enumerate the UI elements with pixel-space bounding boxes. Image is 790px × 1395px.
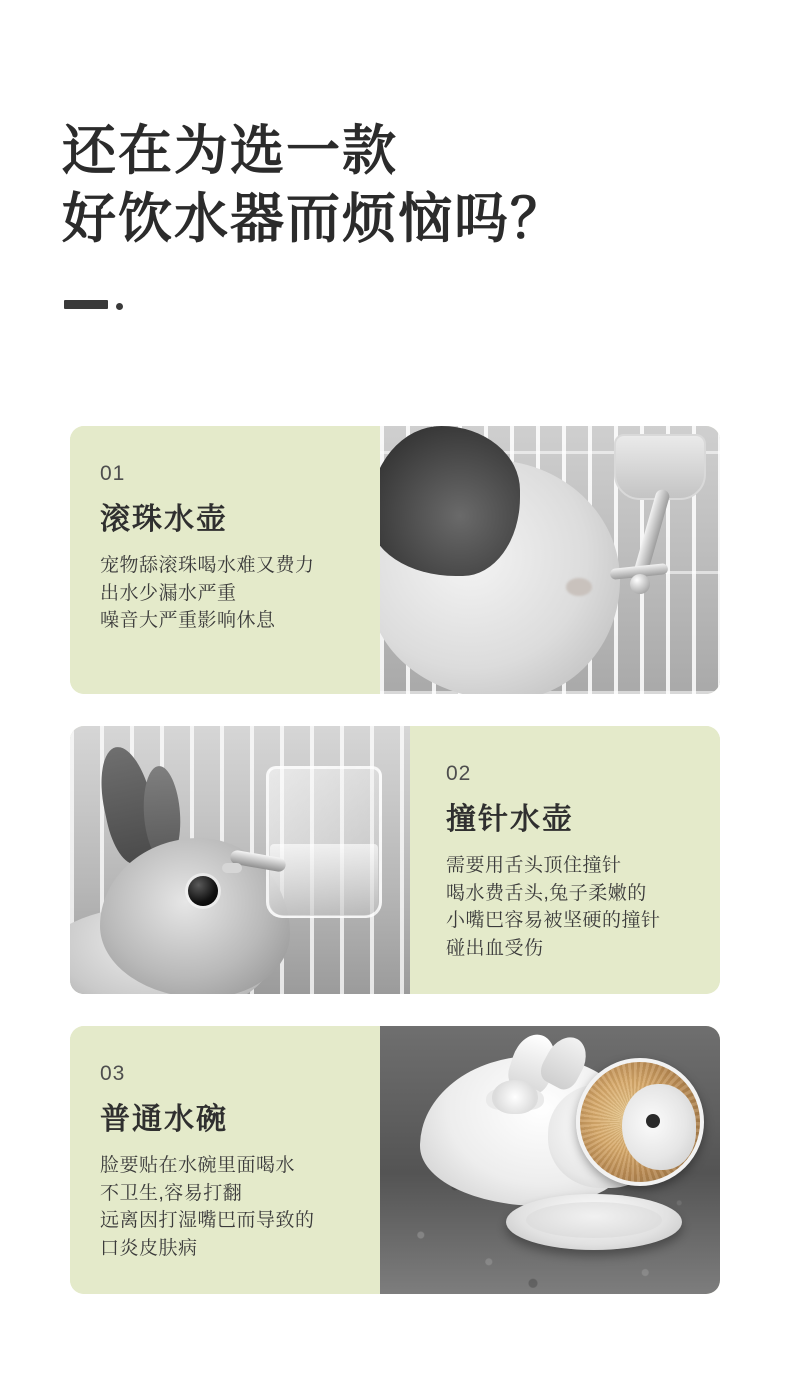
card-description-line: 不卫生,容易打翻 [100,1182,243,1204]
headline-divider [64,300,108,309]
card-title: 普通水碗 [100,1103,228,1136]
card-number: 02 [446,762,472,785]
card-description-line: 噪音大严重影响休息 [100,610,276,632]
bottle-ball [630,574,650,594]
card-description-line: 宠物舔滚珠喝水难又费力 [100,555,315,576]
card-photo-rabbit-water-bowl [380,1026,720,1294]
rabbit-eye [188,876,218,906]
rabbit-nose [566,578,592,596]
card-text-block [70,1026,380,1294]
card-number: 03 [100,1062,126,1085]
card-description [446,852,698,962]
feature-card-02 [70,726,720,994]
inset-rabbit-eye [646,1114,660,1128]
page-title [62,118,742,253]
card-description-line: 脸要贴在水碗里面喝水 [100,1155,296,1176]
rabbit-bow-accessory [492,1080,538,1114]
card-description-line: 小嘴巴容易被坚硬的撞针 [446,910,661,932]
card-photo-rabbit-nipple-bottle [70,726,410,994]
feature-card-03 [70,1026,720,1294]
bottle-nipple-tip [222,863,242,873]
card-description-line: 口炎皮肤病 [100,1237,198,1259]
card-photo-rabbit-ball-bottle [380,426,720,694]
feature-card-01 [70,426,720,694]
card-title: 滚珠水壶 [100,503,228,536]
card-title: 撞针水壶 [446,803,574,836]
headline-divider-dot [116,303,123,310]
card-description-line: 需要用舌头顶住撞针 [446,855,622,876]
water-bowl-inner [526,1202,662,1238]
inset-rabbit-face [622,1084,696,1170]
card-description-line: 远离因打湿嘴巴而导致的 [100,1210,315,1232]
inset-closeup-circle [576,1058,704,1186]
card-description-line: 喝水费舌头,兔子柔嫩的 [446,882,647,904]
water-level [270,844,378,916]
card-description [100,552,358,635]
card-description-line: 碰出血受伤 [446,937,544,959]
card-description [100,1152,358,1262]
rabbit-head-dark [380,426,520,576]
headline-line-2: 好饮水器而烦恼吗？ [62,188,566,249]
card-text-block [70,426,380,694]
card-description-line: 出水少漏水严重 [100,582,237,604]
card-text-block [410,726,720,994]
card-number: 01 [100,462,126,485]
headline-line-1: 还在为选一款 [62,121,398,181]
